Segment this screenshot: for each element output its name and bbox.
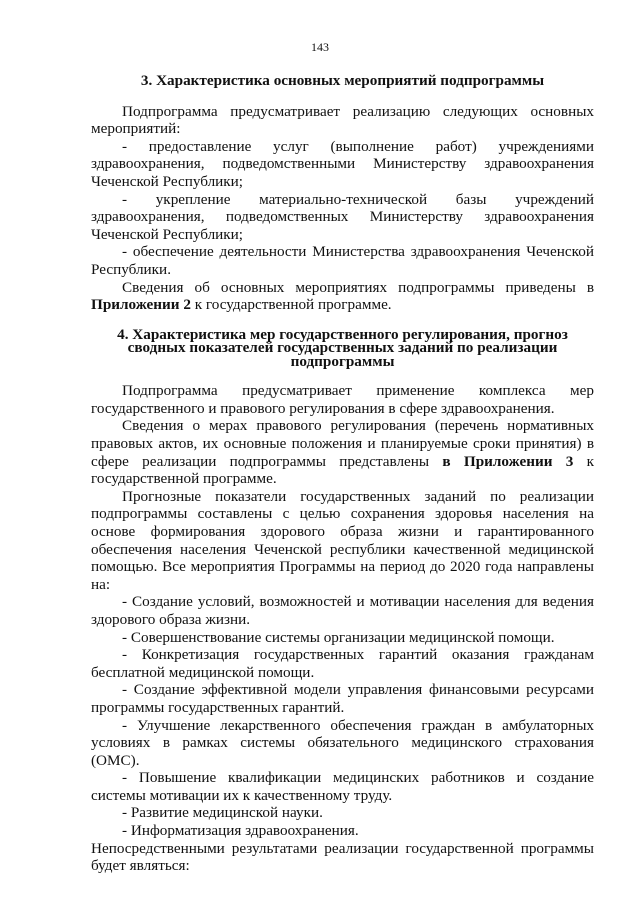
section-4-paragraph-3: Прогнозные показатели государственных заданий по реализации подпрограммы составлены с целью сохранения здоровья населения на основе формирования здорового образа жизни и гарантированного обеспечения населения Чеченской республики качественной медицинской помощью. Все мероприятия Программы на период до 2020 года направлены на: bbox=[91, 487, 594, 593]
p2-text-before: Сведения о мерах правового регулирования (перечень нормативных правовых актов, их основные положения и планируемые сроки принятия) в сфере реализации подпрограммы представлены bbox=[91, 417, 594, 470]
page-content bbox=[91, 72, 594, 875]
section-3-item-2: - укрепление материально-технической базы учреждений здравоохранения, подведомственных Министерству здравоохранения Чеченской Республики; bbox=[91, 190, 594, 243]
section-4-item-1: - Создание условий, возможностей и мотивации населения для ведения здорового образа жизни. bbox=[91, 593, 594, 628]
section-4-item-4: - Создание эффективной модели управления финансовыми ресурсами программы государственных гарантий. bbox=[91, 681, 594, 716]
section-3-item-1: - предоставление услуг (выполнение работ) учреждениями здравоохранения, подведомственными Министерству здравоохранения Чеченской Республики; bbox=[91, 137, 594, 190]
section-4-item-8: - Информатизация здравоохранения. bbox=[122, 822, 359, 840]
section-3-appendix-reference bbox=[91, 279, 594, 314]
section-4-heading: 4. Характеристика мер государственного регулирования, прогноз сводных показателей государственных заданий по реализации подпрограммы bbox=[117, 325, 568, 370]
section-3-item-3: - обеспечение деятельности Министерства здравоохранения Чеченской Республики. bbox=[91, 243, 594, 278]
section-4-item-3: - Конкретизация государственных гарантий оказания гражданам бесплатной медицинской помощи. bbox=[91, 646, 594, 681]
section-3-heading: 3. Характеристика основных мероприятий подпрограммы bbox=[140, 72, 545, 89]
appendix-text-before: Сведения об основных мероприятиях подпрограммы приведены в bbox=[122, 278, 594, 296]
section-4-paragraph-2 bbox=[91, 417, 594, 487]
section-3-intro: Подпрограмма предусматривает реализацию следующих основных мероприятий: bbox=[91, 102, 594, 138]
section-4-paragraph-1: Подпрограмма предусматривает применение комплекса мер государственного и правового регулирования в сфере здравоохранения. bbox=[91, 382, 594, 417]
section-4-item-5: - Улучшение лекарственного обеспечения граждан в амбулаторных условиях в рамках системы обязательного медицинского страхования (ОМС). bbox=[91, 716, 594, 769]
appendix-3-reference: в Приложении 3 bbox=[442, 452, 574, 470]
section-4-item-6: - Повышение квалификации медицинских работников и создание системы мотивации их к качественному труду. bbox=[91, 769, 594, 804]
section-4-item-2: - Совершенствование системы организации медицинской помощи. bbox=[122, 628, 555, 646]
p2-text-after: к государственной программе. bbox=[91, 452, 594, 488]
appendix-text-after: к государственной программе. bbox=[194, 296, 392, 314]
appendix-2-reference: Приложении 2 bbox=[91, 296, 191, 314]
section-4-closing: Непосредственными результатами реализации государственной программы будет являться: bbox=[91, 839, 594, 875]
section-4-item-7: - Развитие медицинской науки. bbox=[122, 804, 323, 822]
page-number: 143 bbox=[311, 40, 329, 54]
